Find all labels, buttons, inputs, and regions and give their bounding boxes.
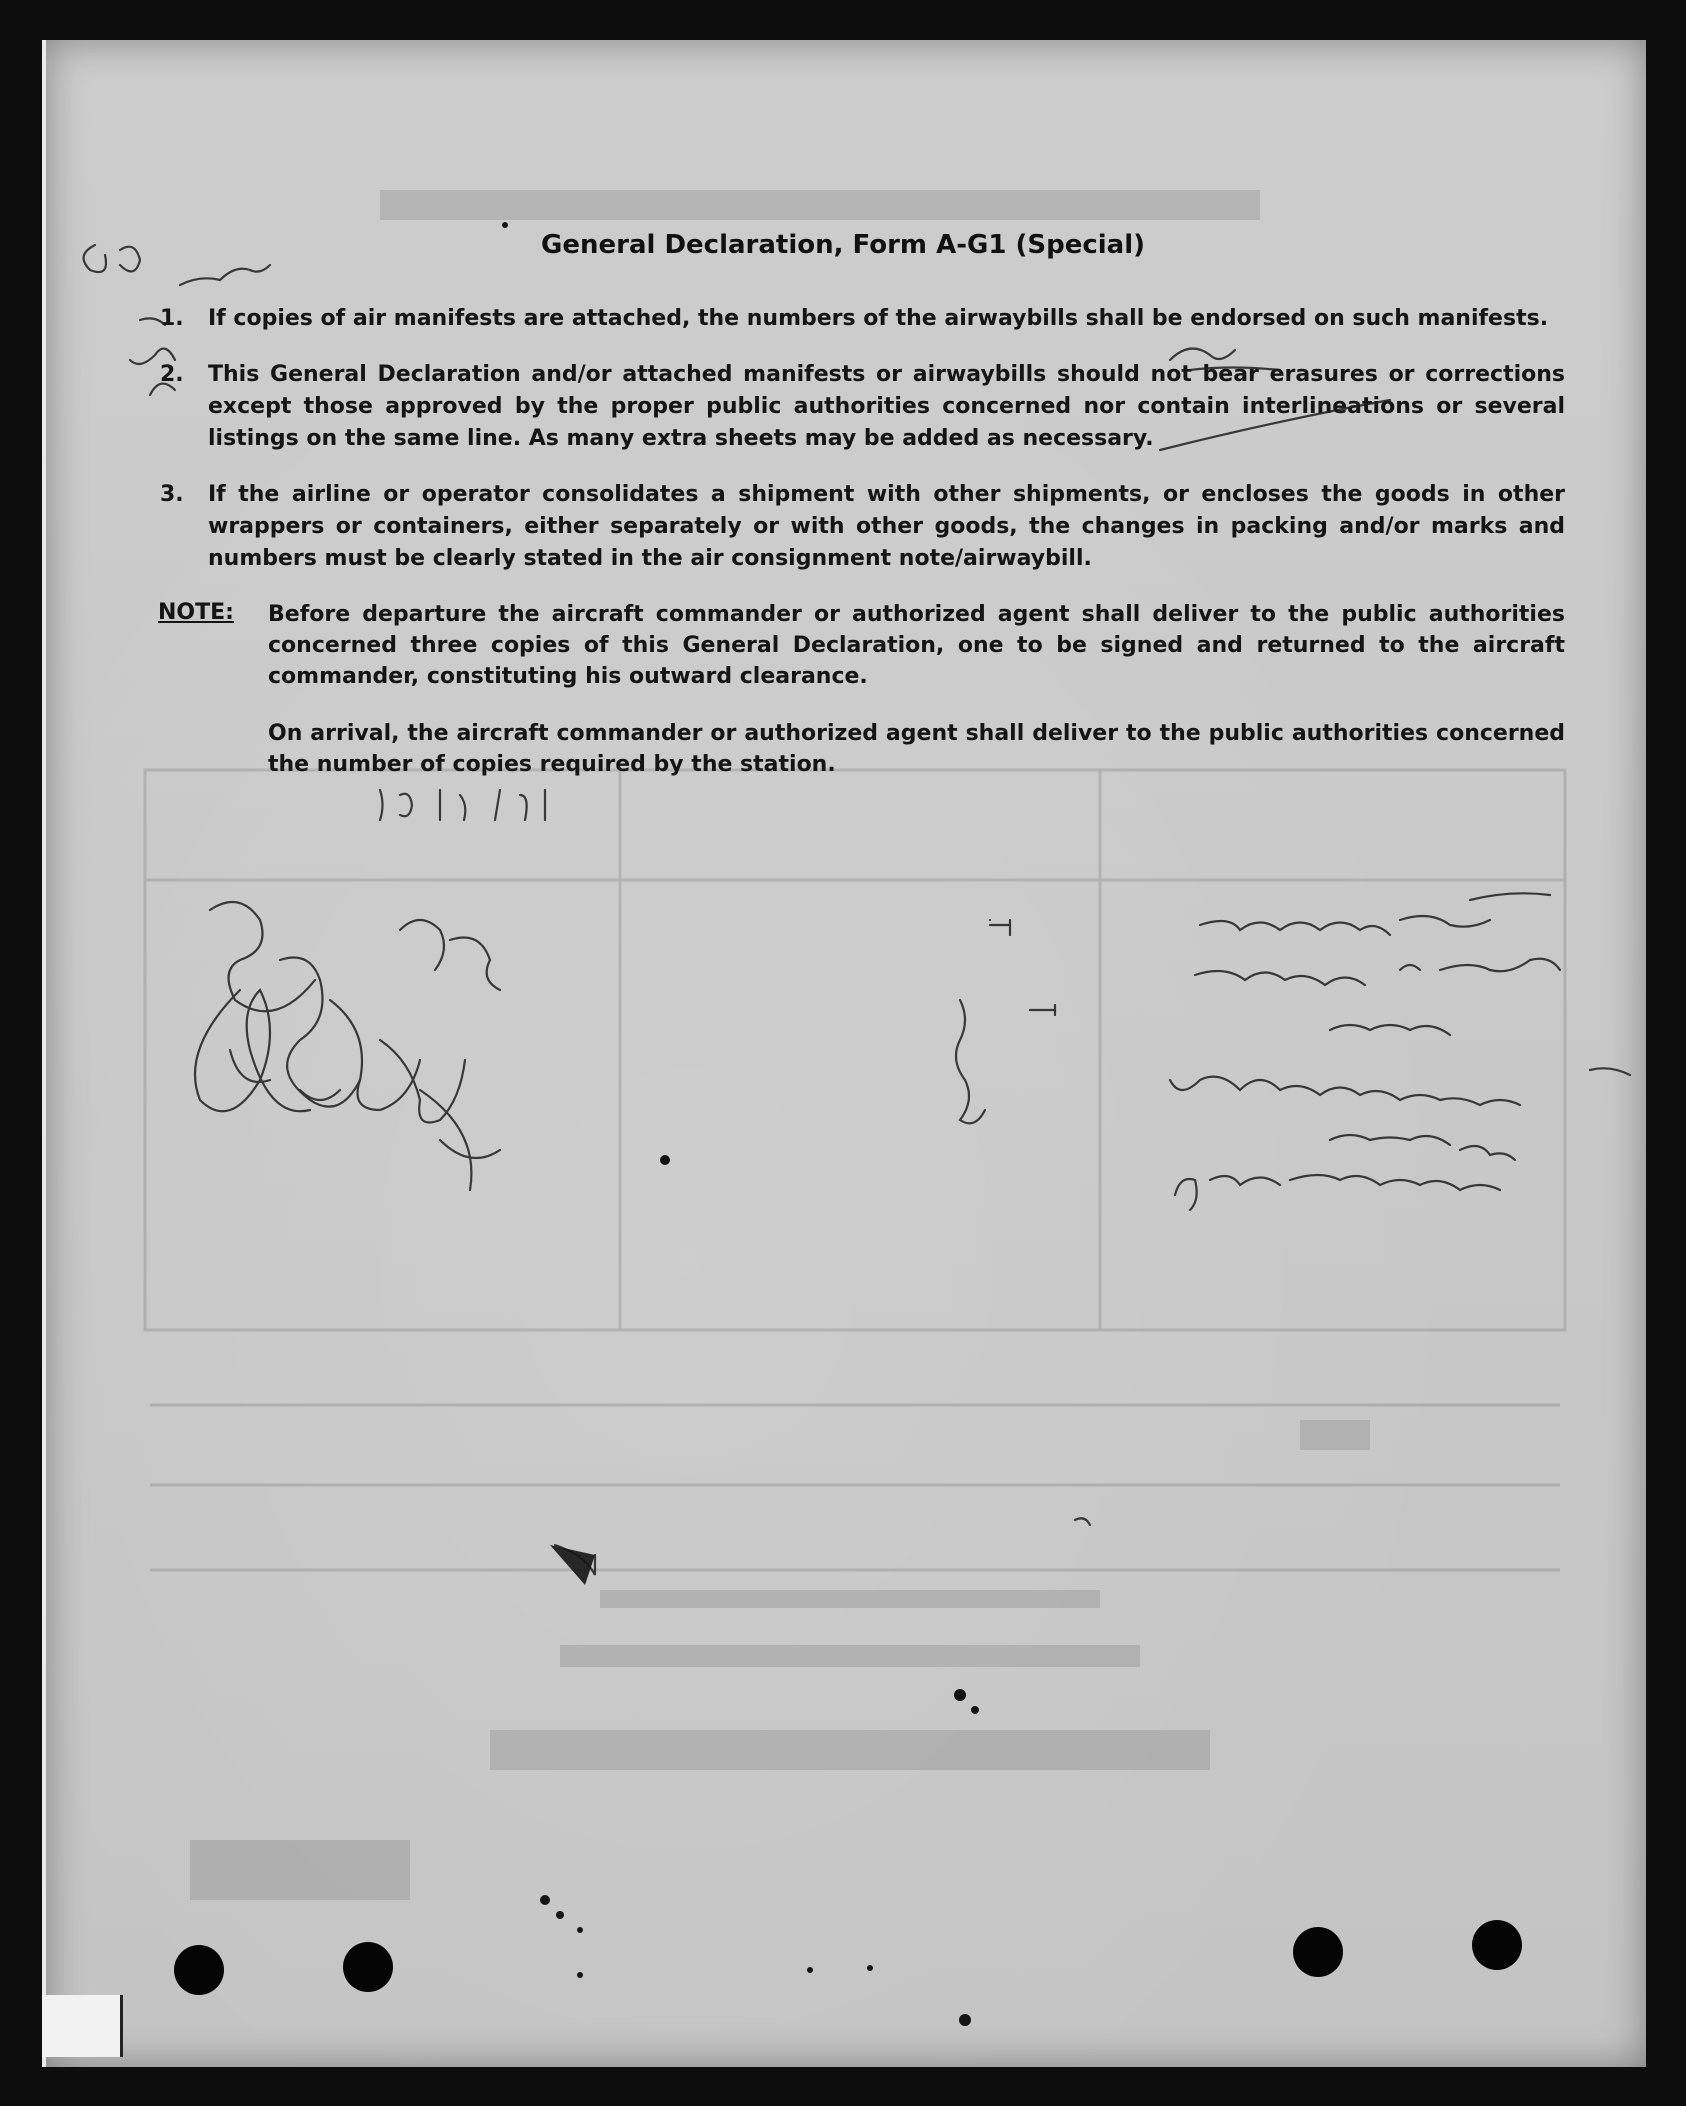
item-text: If the airline or operator consolidates a shipment with other shipments, or encloses the goods in other wrappers or containers, either separately or with other goods, the changes in packing and/or marks and numbers must be clearly stated in the air consignment note/airwaybill. <box>208 482 1565 571</box>
punch-hole <box>343 1942 393 1992</box>
item-text: If copies of air manifests are attached, the numbers of the airwaybills shall be endorsed on such manifests. <box>208 306 1549 331</box>
note-paragraph-1: Before departure the aircraft commander or authorized agent shall deliver to the public authorities concerned three copies of this General Declaration, one to be signed and returned to the aircraft commander, constituting his outward clearance. <box>268 602 1565 689</box>
item-text: This General Declaration and/or attached manifests or airwaybills should not bear erasures or corrections except those approved by the proper public authorities concerned nor contain interlineations or several listings on the same line. As many extra sheets may be added as necessary. <box>208 362 1565 451</box>
item-number: 2. <box>160 362 184 387</box>
note-paragraph-2: On arrival, the aircraft commander or authorized agent shall deliver to the public authorities concerned the number of copies required by the station. <box>268 721 1565 777</box>
punch-hole <box>1472 1920 1522 1970</box>
punch-hole <box>174 1945 224 1995</box>
form-title: General Declaration, Form A-G1 (Special) <box>541 230 1145 260</box>
item-number: 1. <box>160 306 184 331</box>
punch-hole <box>1293 1927 1343 1977</box>
note-label: NOTE: <box>158 600 234 625</box>
page-tab-marker <box>42 1995 123 2057</box>
item-number: 3. <box>160 482 184 507</box>
